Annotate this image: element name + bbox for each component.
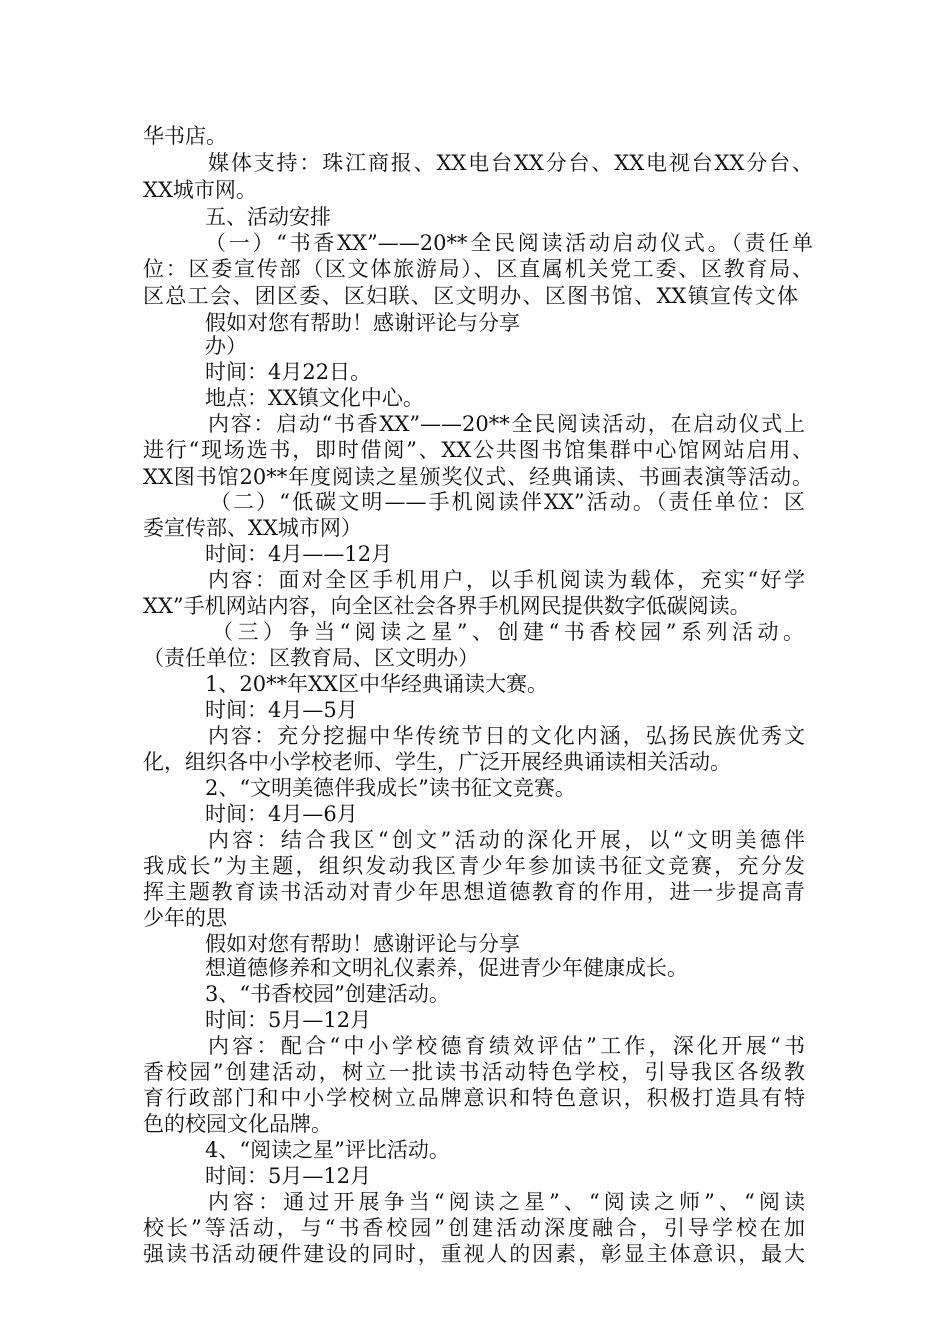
watermark-line: 假如对您有帮助！感谢评论与分享 bbox=[205, 932, 520, 956]
text-line: 挥主题教育读书活动对青少年思想道德教育的作用，进一步提高青 bbox=[143, 880, 805, 904]
text-line: XX”手机网站内容，向全区社会各界手机网民提供数字低碳阅读。 bbox=[143, 594, 751, 618]
text-line: 时间：4月——12月 bbox=[205, 542, 393, 566]
text-line: 委宣传部、XX城市网） bbox=[143, 516, 362, 540]
text-line: 内容：配合“中小学校德育绩效评估”工作，深化开展“书 bbox=[208, 1034, 805, 1058]
text-line: 华书店。 bbox=[143, 124, 227, 148]
text-line: 内容：充分挖掘中华传统节日的文化内涵，弘扬民族优秀文 bbox=[208, 724, 805, 748]
text-line: 色的校园文化品牌。 bbox=[143, 1112, 332, 1136]
text-line: 3、“书香校园”创建活动。 bbox=[205, 982, 450, 1006]
text-line: （三）争当“阅读之星”、创建“书香校园”系列活动。 bbox=[212, 620, 804, 644]
text-line: （二）“低碳文明——手机阅读伴XX”活动。（责任单位：区 bbox=[210, 490, 805, 514]
text-line: 香校园”创建活动，树立一批读书活动特色学校，引导我区各级教 bbox=[143, 1060, 805, 1084]
text-line: XX图书馆20**年度阅读之星颁奖仪式、经典诵读、书画表演等活动。 bbox=[143, 465, 813, 489]
text-line: 强读书活动硬件建设的同时，重视人的因素，彰显主体意识，最大 bbox=[143, 1242, 805, 1266]
text-line: 内容：通过开展争当“阅读之星”、“阅读之师”、“阅读 bbox=[208, 1190, 805, 1214]
watermark-line: 假如对您有帮助！感谢评论与分享 bbox=[205, 311, 520, 335]
text-line: 地点：XX镇文化中心。 bbox=[205, 386, 424, 410]
text-line: （责任单位：区教育局、区文明办） bbox=[143, 646, 479, 670]
text-line: （一）“书香XX”——20**全民阅读活动启动仪式。（责任单 bbox=[205, 231, 813, 255]
text-line: 1、20**年XX区中华经典诵读大赛。 bbox=[205, 672, 548, 696]
text-line: 区总工会、团区委、区妇联、区文明办、区图书馆、XX镇宣传文体 bbox=[143, 284, 798, 308]
text-line: 内容：面对全区手机用户，以手机阅读为载体，充实“好学 bbox=[208, 568, 805, 592]
text-line: 2、“文明美德伴我成长”读书征文竞赛。 bbox=[205, 776, 576, 800]
text-line: 办） bbox=[205, 334, 247, 358]
text-line: 4、“阅读之星”评比活动。 bbox=[205, 1138, 450, 1162]
text-line: 内容：结合我区“创文”活动的深化开展，以“文明美德伴 bbox=[208, 828, 805, 852]
text-line: 育行政部门和中小学校树立品牌意识和特色意识，积极打造具有特 bbox=[143, 1086, 805, 1110]
text-line: 时间：4月22日。 bbox=[205, 360, 372, 384]
text-line: 少年的思 bbox=[143, 906, 227, 930]
text-line: 媒体支持：珠江商报、XX电台XX分台、XX电视台XX分台、 bbox=[208, 151, 813, 175]
text-line: 我成长”为主题，组织发动我区青少年参加读书征文竞赛，充分发 bbox=[143, 854, 805, 878]
text-line: 时间：5月—12月 bbox=[205, 1008, 372, 1032]
text-line: 时间：5月—12月 bbox=[205, 1164, 372, 1188]
text-line: 时间：4月—6月 bbox=[205, 802, 358, 826]
text-line: 位：区委宣传部（区文体旅游局）、区直属机关党工委、区教育局、 bbox=[143, 257, 813, 281]
text-line: XX城市网。 bbox=[143, 178, 257, 202]
text-line: 时间：4月—5月 bbox=[205, 698, 358, 722]
text-line: 内容：启动“书香XX”——20**全民阅读活动，在启动仪式上 bbox=[208, 412, 805, 436]
text-line: 校长”等活动，与“书香校园”创建活动深度融合，引导学校在加 bbox=[143, 1216, 805, 1240]
section-heading: 五、活动安排 bbox=[205, 205, 331, 229]
text-line: 进行“现场选书，即时借阅”、XX公共图书馆集群中心馆网站启用、 bbox=[143, 438, 813, 462]
text-line: 想道德修养和文明礼仪素养，促进青少年健康成长。 bbox=[205, 956, 688, 980]
text-line: 化，组织各中小学校老师、学生，广泛开展经典诵读相关活动。 bbox=[143, 750, 731, 774]
